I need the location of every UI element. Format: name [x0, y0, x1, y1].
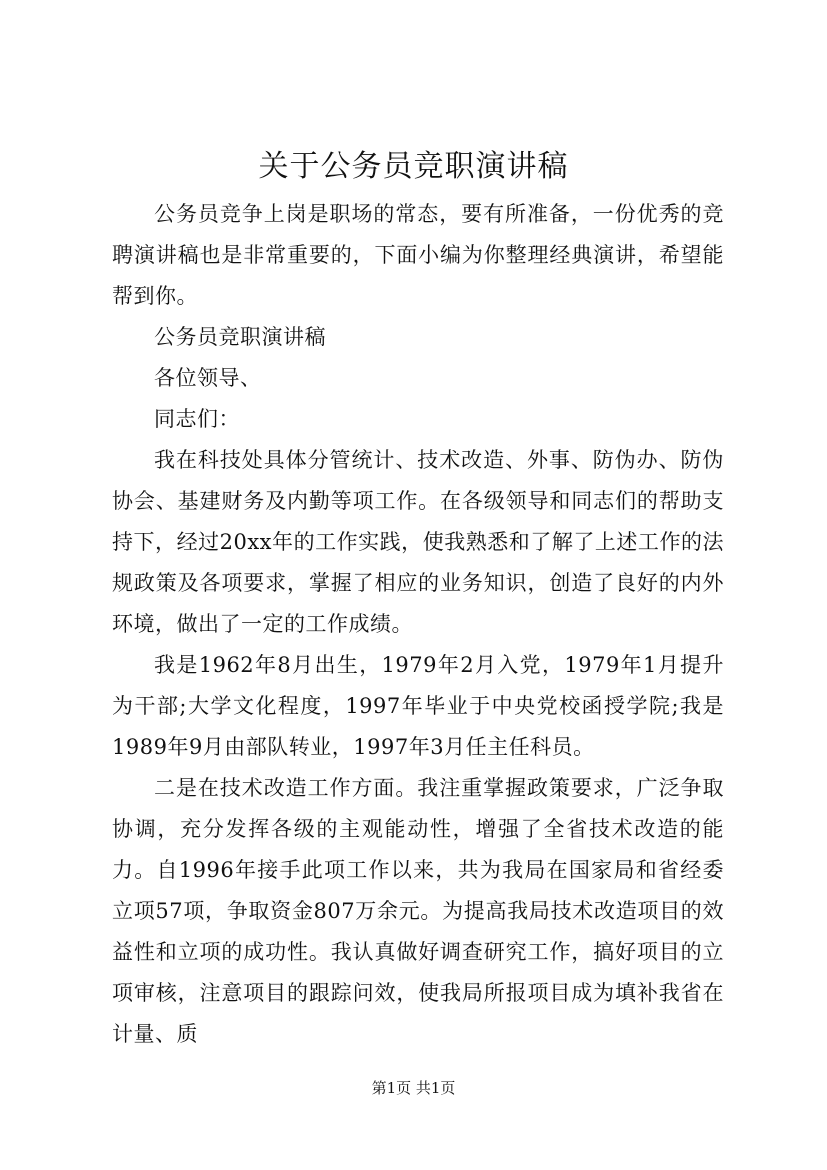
- speech-heading: 公务员竞职演讲稿: [154, 325, 326, 349]
- salutation-leaders: 各位领导、: [154, 366, 262, 390]
- salutation-comrades: 同志们：: [154, 407, 240, 431]
- work-duties-paragraph: 我在科技处具体分管统计、技术改造、外事、防伪办、防伪协会、基建财务及内勤等项工作。在各级领导和同志们的帮助支持下，经过20xx年的工作实践，使我熟悉和了解了上述工作的法规政策及各项要求，掌握了相应的业务知识，创造了良好的内外环境，做出了一定的工作成绩。: [112, 448, 724, 636]
- page-number-footer: 第1页 共1页: [371, 1079, 456, 1097]
- document-body: [112, 194, 724, 1055]
- personal-background-paragraph: 我是1962年8月出生，1979年2月入党，1979年1月提升为干部;大学文化程度，1997年毕业于中央党校函授学院;我是1989年9月由部队转业，1997年3月任主任科员。: [112, 653, 724, 759]
- technical-renovation-paragraph: 二是在技术改造工作方面。我注重掌握政策要求，广泛争取协调，充分发挥各级的主观能动性，增强了全省技术改造的能力。自1996年接手此项工作以来，共为我局在国家局和省经委立项57项，争取资金807万余元。为提高我局技术改造项目的效益性和立项的成功性。我认真做好调查研究工作，搞好项目的立项审核，注意项目的跟踪问效，使我局所报项目成为填补我省在计量、质: [112, 776, 724, 1046]
- document-title: 关于公务员竞职演讲稿: [258, 149, 569, 184]
- intro-paragraph: 公务员竞争上岗是职场的常态，要有所准备，一份优秀的竞聘演讲稿也是非常重要的，下面小编为你整理经典演讲，希望能帮到你。: [112, 202, 724, 308]
